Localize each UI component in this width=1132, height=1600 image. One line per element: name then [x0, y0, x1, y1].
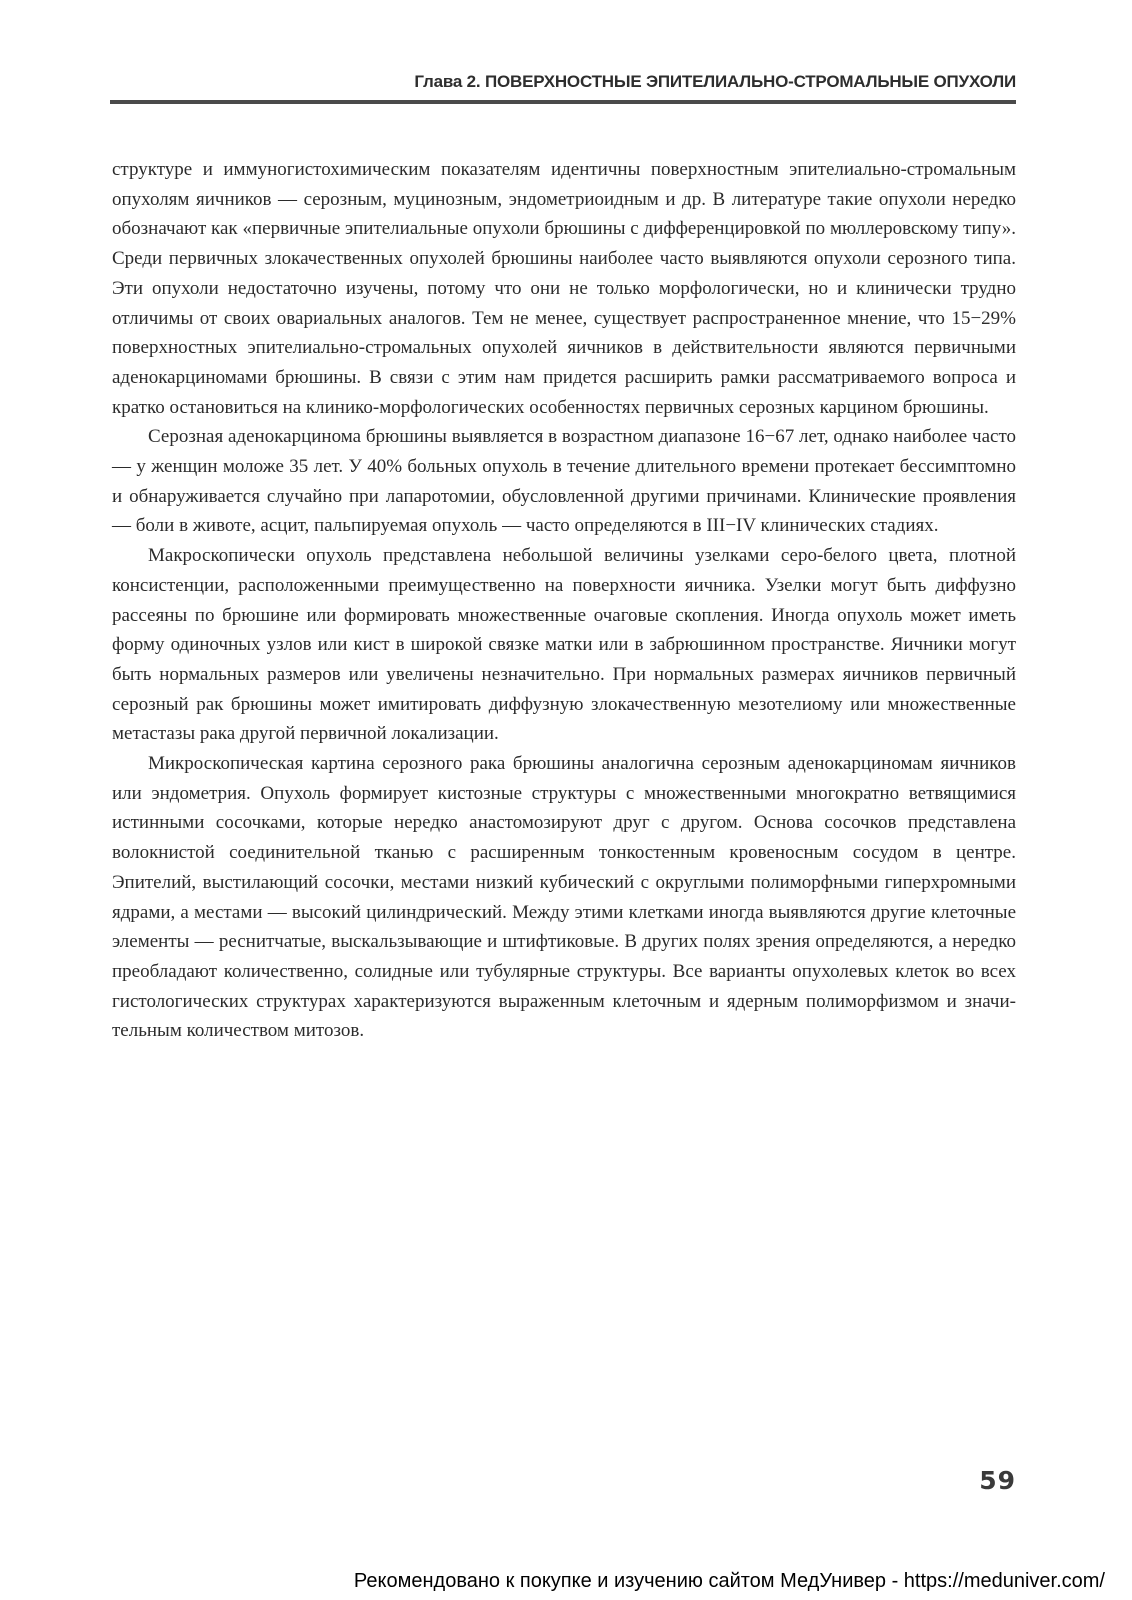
page-number: 59 — [979, 1466, 1016, 1495]
paragraph: Серозная аденокарцинома брюшины выявляется в возрастном диапазоне 16−67 лет, однако наиболее часто — у женщин моложе 35 лет. У 40% больных опухоль в течение длительного времени протекает бессимптомно и обнаруживается случайно при лапаротомии, обусловленной другими причинами. Клинические проявления — боли в животе, асцит, пальпируемая опухоль — часто определяются в III−IV клинических стадиях. — [112, 426, 1016, 537]
footer-recommendation: Рекомендовано к покупке и изучению сайтом МедУнивер - https://meduniver.com/ — [353, 1570, 1105, 1592]
body-text — [112, 155, 1016, 1046]
paragraph: Микроскопическая картина серозного рака брюшины аналогична серозным аденокарциномам яичников или эндометрия. Опухоль формирует кистозные структуры с множественными многократно ветвящимися истинными сосочками, которые нередко анастомозируют друг с другом. Основа сосочков представлена волокнистой соединительной тканью с расширенным тонкостенным кровеносным сосудом в центре. Эпителий, выстилающий сосочки, местами низкий кубический с округлыми полиморфными гиперхромными ядрами, а местами — высокий цилиндрический. Между этими клетками иногда выявляются другие клеточные элементы — реснитчатые, выскальзывающие и штифтиковые. В других полях зрения определяются, а нередко преобладают количественно, солидные или тубулярные структуры. Все варианты опухолевых клеток во всех гистологических структурах характеризуются выраженным клеточным и ядерным полиморфизмом и значительным количеством митозов. — [112, 753, 1016, 1042]
paragraph-continued: структуре и иммуногистохимическим показателям идентичны поверхностным эпителиально-стромальным опухолям яичников — серозным, муцинозным, эндометриоидным и др. В литературе такие опухоли нередко обозначают как «первичные эпителиальные опухоли брюшины с дифференцировкой по мюллеровскому типу». Среди первичных злокачественных опухолей брюшины наиболее часто выявляются опухоли серозного типа. Эти опухоли недостаточно изучены, потому что они не только морфологически, но и клинически трудно отличимы от своих овариальных аналогов. Тем не менее, существует распространенное мнение, что 15−29% поверхностных эпителиально-стромальных опухолей яичников в действительности являются первичными аденокарциномами брюшины. В связи с этим нам придется расширить рамки рассматриваемого вопроса и кратко остановиться на клинико-морфологических особенностях первичных серозных карцином брюшины. — [112, 159, 1016, 418]
running-title: Глава 2. ПОВЕРХНОСТНЫЕ ЭПИТЕЛИАЛЬНО-СТРОМАЛЬНЫЕ ОПУХОЛИ — [414, 72, 1016, 91]
paragraph: Макроскопически опухоль представлена небольшой величины узелками серо-белого цвета, плотной консистенции, расположенными преимущественно на поверхности яичника. Узелки могут быть диффузно рассеяны по брюшине или формировать множественные очаговые скопления. Иногда опухоль может иметь форму одиночных узлов или кист в широкой связке матки или в забрюшинном пространстве. Яичники могут быть нормальных размеров или увеличены незначительно. При нормальных размерах яичников первичный серозный рак брюшины может имитировать диффузную злокачественную мезотелиому или множественные метастазы рака другой первичной локализации. — [112, 545, 1016, 745]
header-rule — [110, 100, 1016, 104]
